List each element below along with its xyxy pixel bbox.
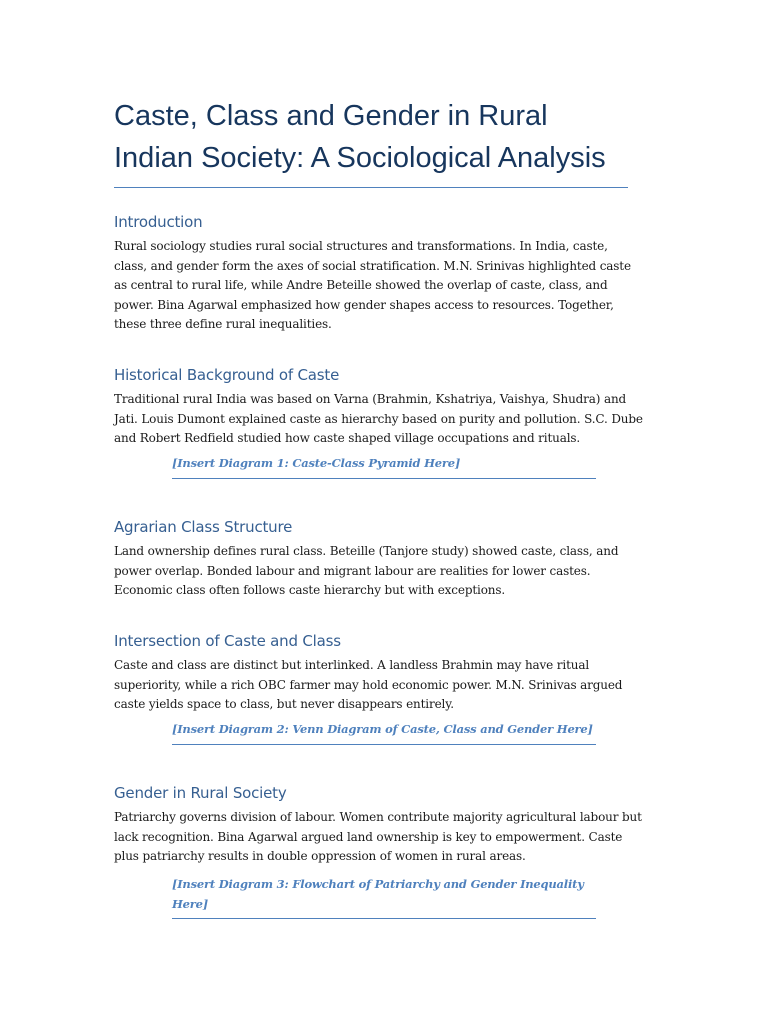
- section-text-agrarian: Land ownership defines rural class. Beteille (Tanjore study) showed caste, class, and power overlap. Bonded labour and migrant labour are realities for lower castes. Economic class often follows caste hierarchy but with exceptions.: [114, 544, 619, 597]
- document-page: [114, 95, 643, 911]
- section-introduction: [114, 212, 644, 335]
- section-agrarian: [114, 517, 644, 601]
- diagram-placeholder-3-text: [Insert Diagram 3: Flowchart of Patriarchy and Gender Inequality Here]: [172, 877, 584, 911]
- document-title: Caste, Class and Gender in Rural Indian Society: A Sociological Analysis: [114, 95, 628, 188]
- section-text-introduction: Rural sociology studies rural social structures and transformations. In India, caste, class, and gender form the axes of social stratification. M.N. Srinivas highlighted caste as central to rural life, while Andre Beteille showed the overlap of caste, class, and power. Bina Agarwal emphasized how gender shapes access to resources. Together, these three define rural inequalities.: [114, 239, 631, 331]
- section-heading-intersection: Intersection of Caste and Class: [114, 632, 341, 650]
- section-historical: [114, 365, 644, 470]
- section-heading-agrarian: Agrarian Class Structure: [114, 518, 293, 536]
- section-heading-gender: Gender in Rural Society: [114, 784, 287, 802]
- section-text-intersection: Caste and class are distinct but interlinked. A landless Brahmin may have ritual superiority, while a rich OBC farmer may hold economic power. M.N. Srinivas argued caste yields space to class, but never disappears entirely.: [114, 658, 623, 711]
- section-heading-historical: Historical Background of Caste: [114, 366, 340, 384]
- section-text-historical: Traditional rural India was based on Varna (Brahmin, Kshatriya, Vaishya, Shudra) and Jati. Louis Dumont explained caste as hierarchy based on purity and pollution. S.C. Dube and Robert Redfield studied how caste shaped village occupations and rituals.: [114, 392, 643, 445]
- diagram-placeholder-2: [172, 720, 596, 745]
- diagram-placeholder-3: [172, 875, 596, 919]
- diagram-placeholder-1: [172, 454, 596, 479]
- section-heading-introduction: Introduction: [114, 213, 203, 231]
- section-text-gender: Patriarchy governs division of labour. Women contribute majority agricultural labour but lack recognition. Bina Agarwal argued land ownership is key to empowerment. Caste plus patriarchy results in double oppression of women in rural areas.: [114, 810, 642, 863]
- diagram-placeholder-2-text: [Insert Diagram 2: Venn Diagram of Caste, Class and Gender Here]: [172, 722, 593, 736]
- section-intersection: [114, 631, 644, 736]
- diagram-placeholder-1-text: [Insert Diagram 1: Caste-Class Pyramid Here]: [172, 456, 461, 470]
- section-gender: [114, 783, 644, 911]
